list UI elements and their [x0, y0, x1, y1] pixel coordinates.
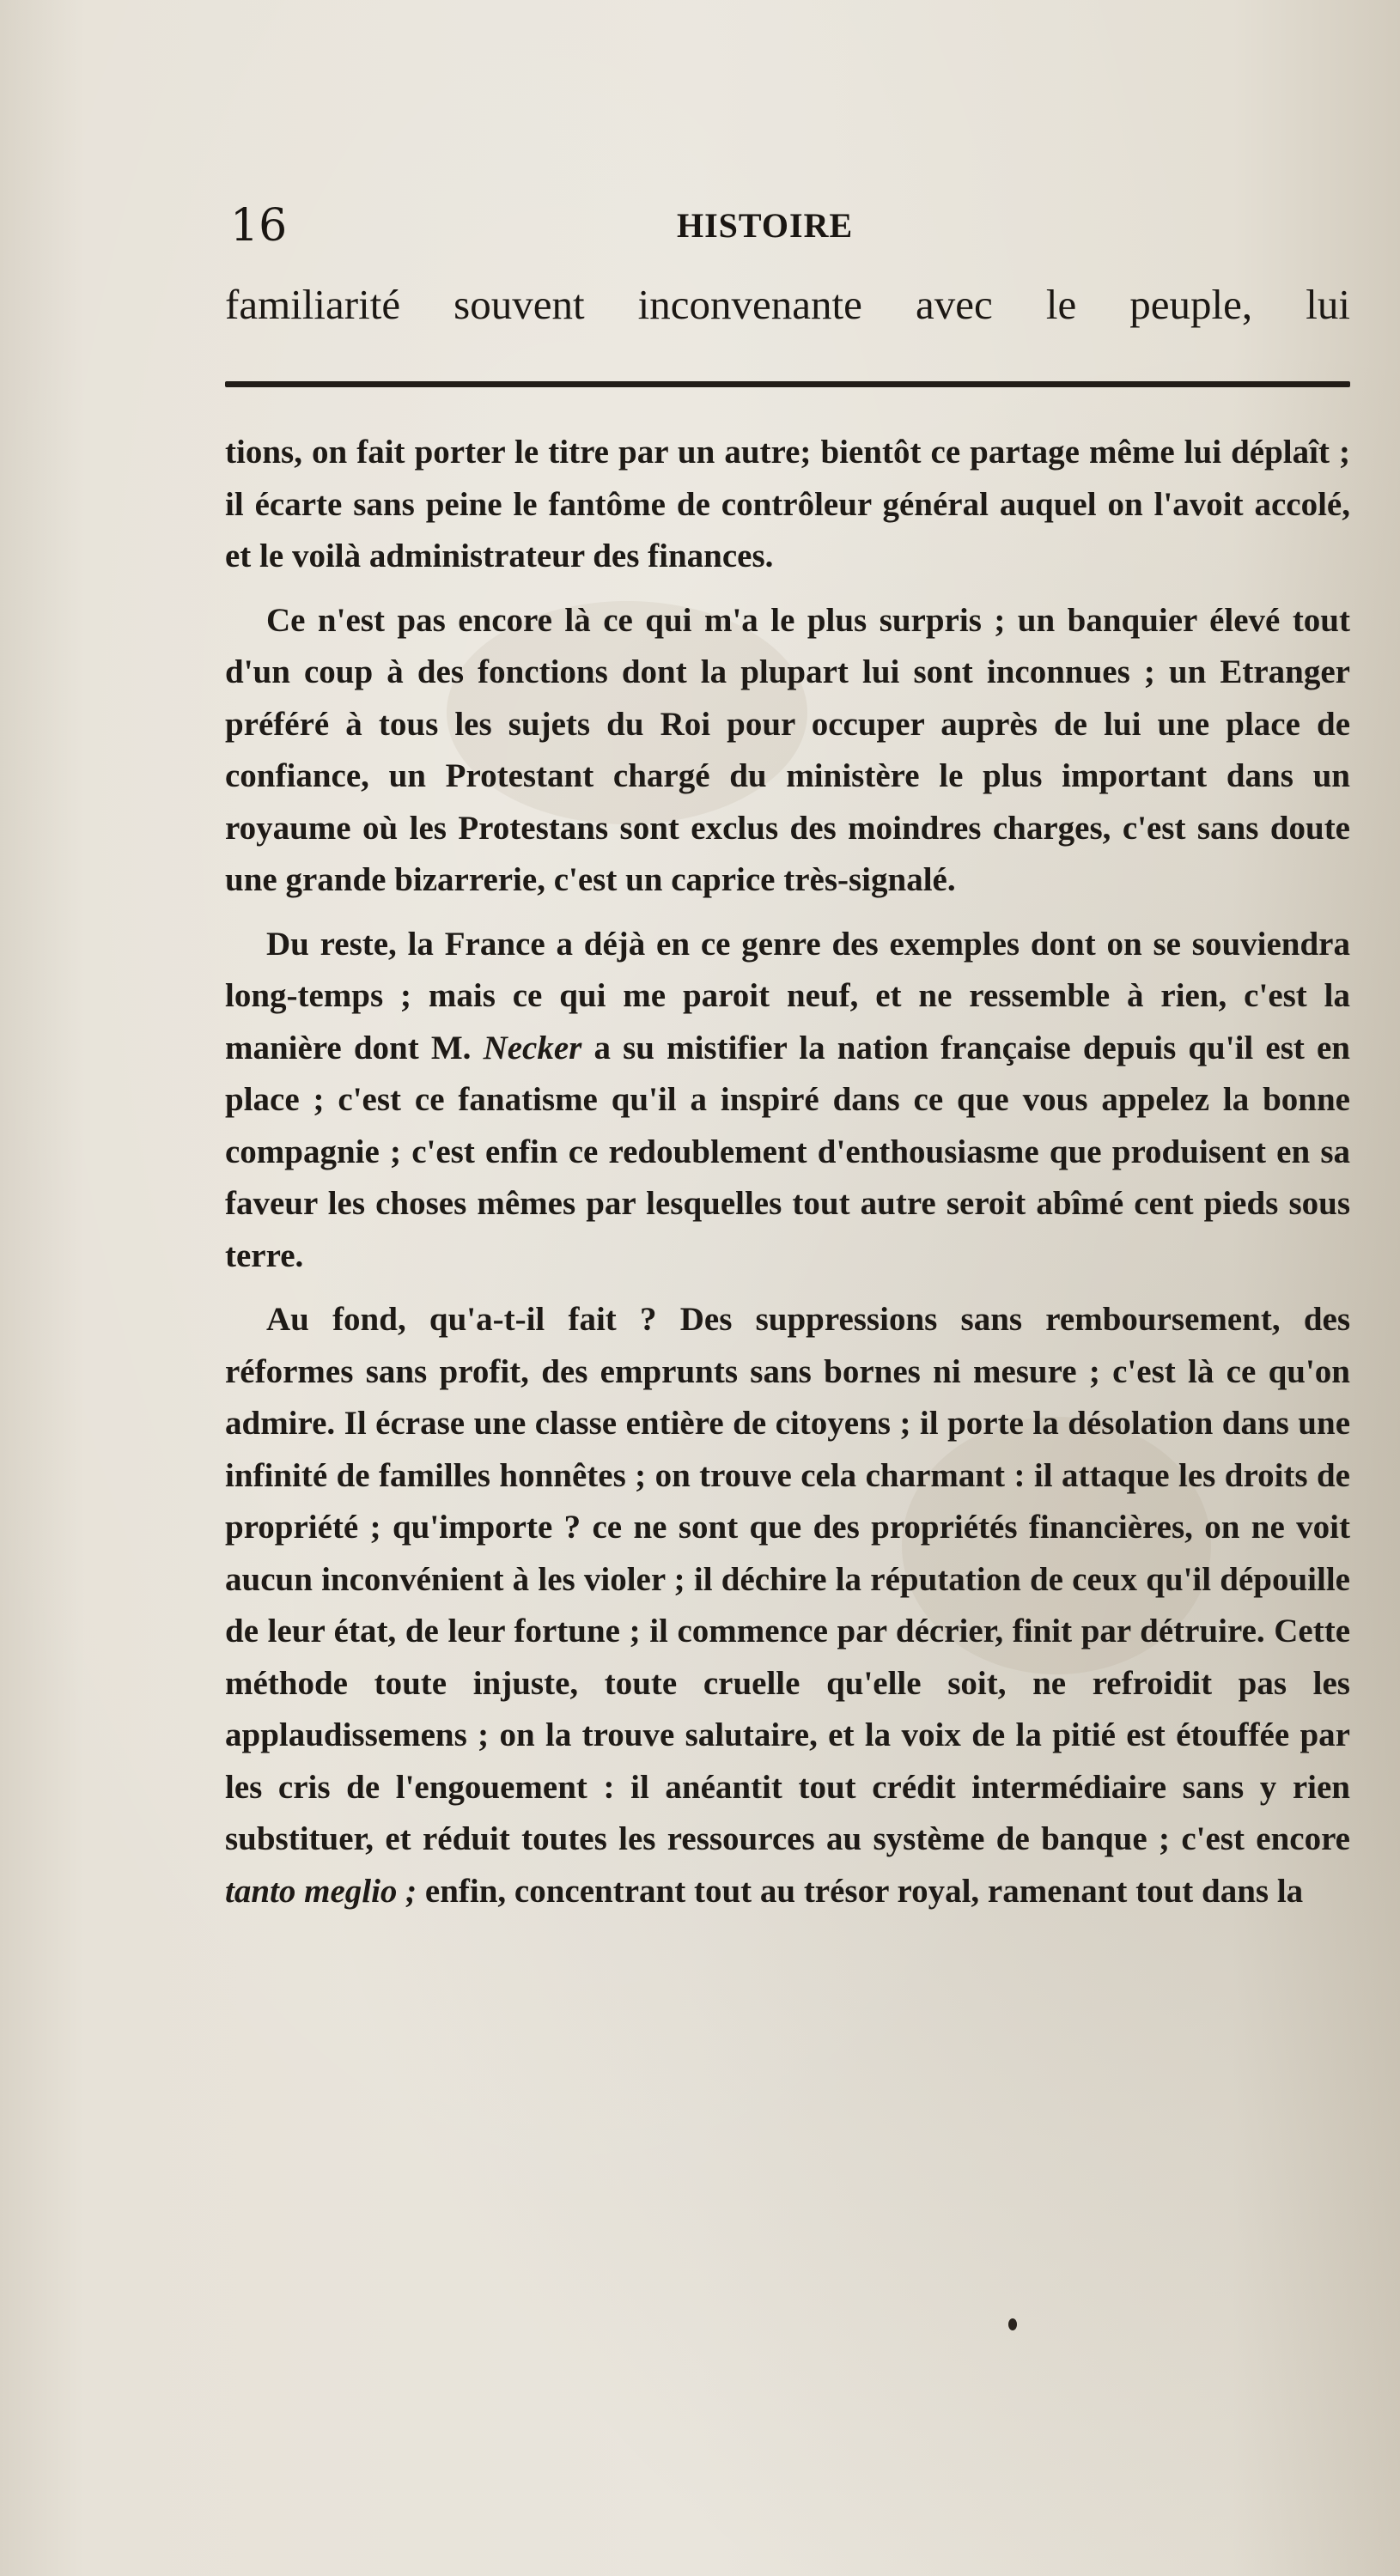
separator-rule — [225, 381, 1350, 387]
paragraph-4-start: Au fond, qu'a-t-il fait ? Des suppressions sans remboursement, des réformes sans profit, des emprunts sans bornes ni mesure ; c'est là ce qu'on admire. Il écrase une classe entière de citoyens ; il porte la désolation dans une infinité de familles honnêtes ; on trouve cela charmant : il attaque les droits de propriété ; qu'importe ? ce ne sont que des propriétés financières, on ne voit aucun inconvénient à les violer ; il déchire la réputation de ceux qu'il dépouille de leur état, de leur fortune ; il commence par décrier, finit par détruire. Cette méthode toute injuste, toute cruelle qu'elle soit, ne refroidit pas les applaudissemens ; on la trouve salutaire, et la voix de la pitié est étouffée par les cris de l'engouement : il anéantit tout crédit intermédiaire sans y rien substituer, et réduit toutes les ressources au système de banque ; c'est encore — [225, 1301, 1350, 1857]
paragraph-2: Ce n'est pas encore là ce qui m'a le plus surpris ; un banquier élevé tout d'un coup à des fonctions dont la plupart lui sont inconnues ; un Etranger préféré à tous les sujets du Roi pour occuper auprès de lui une place de confiance, un Protestant chargé du ministère le plus important dans un royaume où les Protestans sont exclus des moindres charges, c'est sans doute une grande bizarrerie, c'est un caprice très-signalé. — [225, 601, 1350, 898]
paragraph-4-end: enfin, concentrant tout au trésor royal, ramenant tout dans la — [417, 1872, 1304, 1910]
ink-mark — [1008, 2318, 1017, 2330]
paragraph-3 — [225, 919, 1350, 1283]
carryover-line: familiarité souvent inconvenante avec le peuple, lui — [225, 281, 1350, 328]
page-header — [230, 196, 1347, 256]
name-necker: Necker — [483, 1029, 582, 1066]
paragraph-4 — [225, 1294, 1350, 1917]
body-text — [225, 427, 1350, 1929]
paragraph-3-end: a su mistifier la nation française depuis qu'il est en place ; c'est ce fanatisme qu'il a inspiré dans ce que vous appelez la bonne compagnie ; c'est enfin ce redoublement d'enthousiasme que produisent en sa faveur les choses mêmes par lesquelles tout autre seroit abîmé cent pieds sous terre. — [225, 1029, 1350, 1274]
paragraph-1: tions, on fait porter le titre par un autre; bientôt ce partage même lui déplaît ; il écarte sans peine le fantôme de contrôleur général auquel on l'avoit accolé, et le voilà administrateur des finances. — [225, 434, 1350, 574]
italic-phrase: tanto meglio ; — [225, 1872, 417, 1910]
paragraph-3-start: Du reste, la France a déjà en ce genre des exemples dont on se souviendra long-temps ; mais ce qui me paroit neuf, et ne ressemble à rien, c'est la manière dont M. — [225, 925, 1350, 1066]
page-number: 16 — [230, 200, 288, 252]
running-head: HISTOIRE — [677, 206, 854, 245]
